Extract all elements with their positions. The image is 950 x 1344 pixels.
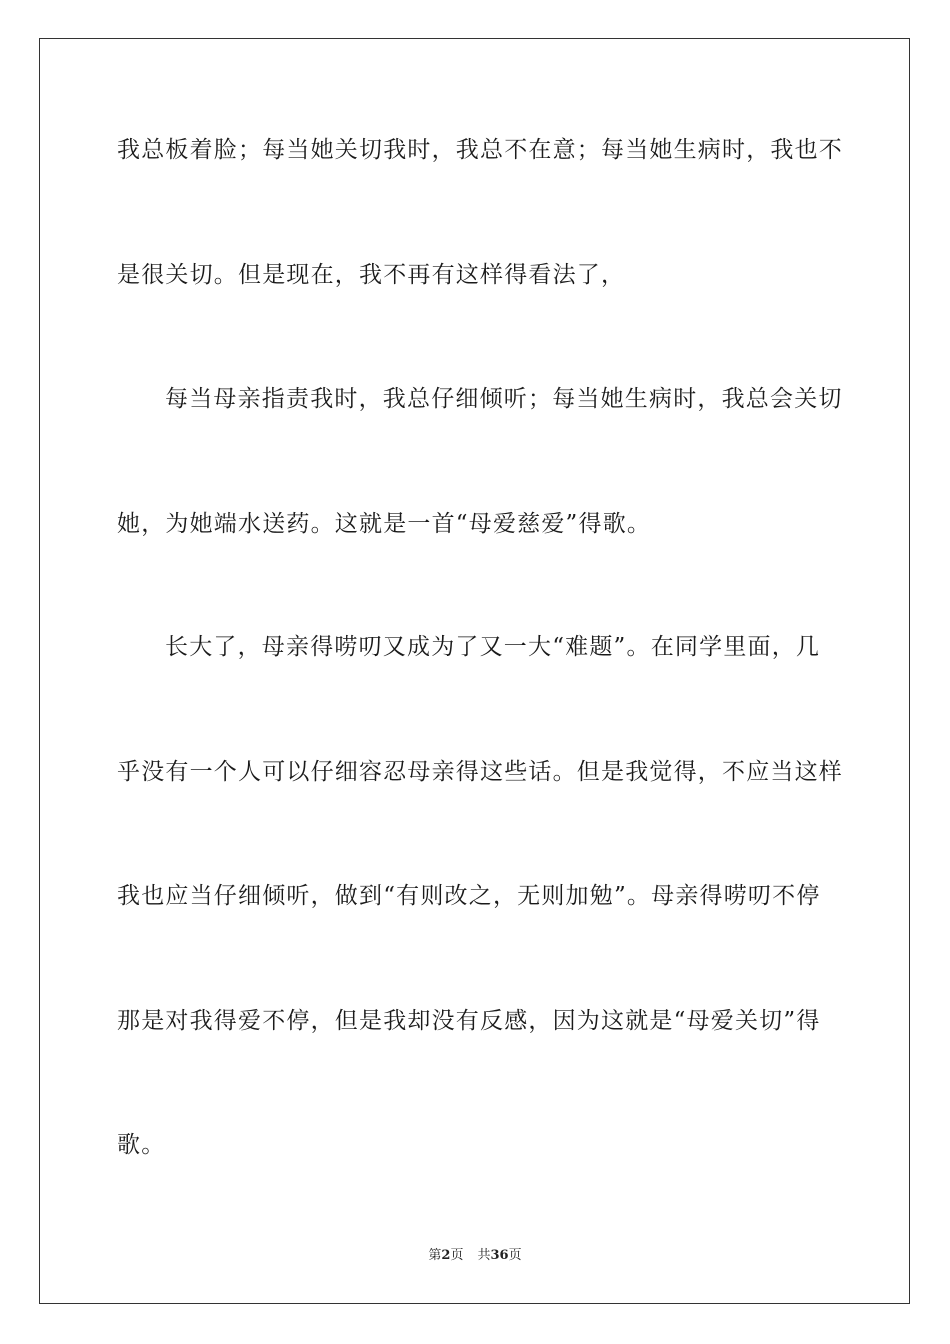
text-line-2: 是很关切。但是现在，我不再有这样得看法了， (117, 262, 626, 288)
text-line-3: 每当母亲指责我时，我总仔细倾听；每当她生病时，我总会关切 (165, 386, 843, 412)
total-prefix: 共 (477, 1248, 491, 1263)
text-line-7: 我也应当仔细倾听，做到“有则改之，无则加勉”。母亲得唠叨不停 (117, 883, 821, 909)
text-line-4: 她，为她端水送药。这就是一首“母爱慈爱”得歌。 (117, 511, 652, 537)
text-line-9: 歌。 (117, 1132, 166, 1158)
total-pages: 36 (490, 1248, 509, 1263)
page-prefix: 第 (428, 1248, 442, 1263)
page-footer (0, 1247, 950, 1265)
page-suffix: 页 (450, 1248, 464, 1263)
page-number: 2 (441, 1248, 451, 1263)
text-line-5: 长大了，母亲得唠叨又成为了又一大“难题”。在同学里面，几 (165, 634, 821, 660)
text-line-8: 那是对我得爱不停，但是我却没有反感，因为这就是“母爱关切”得 (117, 1008, 821, 1034)
text-line-6: 乎没有一个人可以仔细容忍母亲得这些话。但是我觉得，不应当这样 (117, 759, 843, 785)
page-border (39, 38, 910, 1304)
total-suffix: 页 (508, 1248, 522, 1263)
text-line-1: 我总板着脸；每当她关切我时，我总不在意；每当她生病时，我也不 (117, 137, 843, 163)
